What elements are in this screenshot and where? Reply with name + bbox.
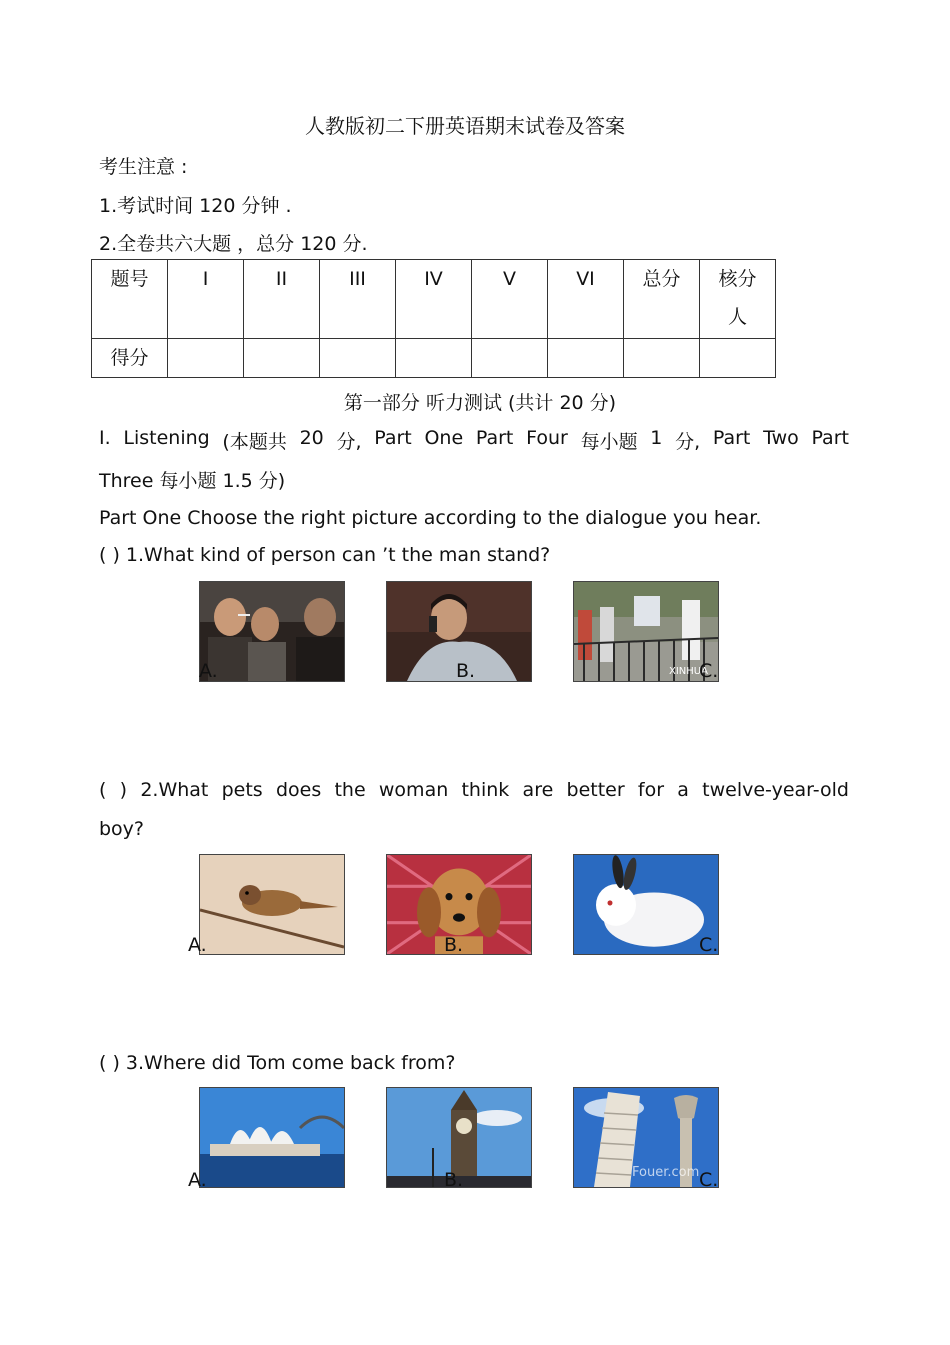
listening-word: Listening: [123, 427, 210, 449]
q2-word: a: [677, 779, 689, 801]
question-2-continued: boy?: [99, 818, 145, 840]
option-label-c: C.: [699, 1169, 719, 1191]
q2-word: for: [637, 779, 665, 801]
score-header-cell: II: [244, 260, 320, 339]
sydney-opera-house-photo[interactable]: [199, 1087, 345, 1188]
watermark-text: Fouer.com: [632, 1165, 700, 1180]
smokers-photo[interactable]: [199, 581, 345, 682]
listening-word: 20: [299, 427, 324, 449]
score-input-cell[interactable]: [168, 339, 244, 378]
score-header-cell: 总分: [624, 260, 700, 339]
q2-word: better: [566, 779, 625, 801]
part1-heading: 第一部分 听力测试 (共计 20 分): [343, 392, 617, 414]
notice-item-2: 2.全卷共六大题 ，总分 120 分.: [99, 233, 368, 255]
q2-word: does: [275, 779, 322, 801]
question-1: ( ) 1.What kind of person can ’t the man stand?: [99, 544, 551, 566]
question-2: [99, 779, 849, 801]
q2-word: think: [461, 779, 510, 801]
option-label-b: B.: [456, 660, 476, 682]
q2-word: 2.What: [140, 779, 209, 801]
listening-word: I.: [99, 427, 111, 449]
listening-word: (本题共: [222, 431, 287, 453]
option-label-a: A.: [188, 1169, 207, 1191]
people-at-railing-photo[interactable]: [573, 581, 719, 682]
listening-word: Part: [811, 427, 849, 449]
score-input-cell[interactable]: [472, 339, 548, 378]
score-header-cell: IV: [396, 260, 472, 339]
listening-line-2: Three 每小题 1.5 分): [99, 470, 286, 492]
option-label-a: A.: [188, 934, 207, 956]
score-header-cell: 题号: [92, 260, 168, 339]
listening-word: 分,: [675, 431, 701, 453]
option-label-b: B.: [444, 934, 464, 956]
option-label-b: B.: [444, 1169, 464, 1191]
option-label-c: C.: [699, 934, 719, 956]
listening-word: 每小题: [580, 431, 638, 453]
q2-word: ): [119, 779, 128, 801]
q2-word: woman: [378, 779, 449, 801]
option-label-a: A.: [199, 660, 218, 682]
score-input-cell[interactable]: [624, 339, 700, 378]
listening-word: 分,: [336, 431, 362, 453]
listening-line-1: [99, 427, 849, 454]
score-header-cell: III: [320, 260, 396, 339]
listening-word: Part: [475, 427, 514, 449]
bird-photo[interactable]: [199, 854, 345, 955]
listening-word: Two: [763, 427, 799, 449]
score-header-cell: V: [472, 260, 548, 339]
score-input-cell[interactable]: [548, 339, 624, 378]
watermark-text: XINHUA: [669, 666, 708, 677]
listening-word: One: [424, 427, 464, 449]
listening-word: Part: [374, 427, 412, 449]
score-input-cell[interactable]: [244, 339, 320, 378]
listening-word: Part: [712, 427, 751, 449]
notice-item-1: 1.考试时间 120 分钟 .: [99, 195, 292, 217]
score-header-cell: I: [168, 260, 244, 339]
score-row-label: 得分: [92, 339, 168, 378]
checker-label: 核分人: [718, 268, 757, 328]
listening-word: Four: [526, 427, 568, 449]
page-title: 人教版初二下册英语期末试卷及答案: [305, 114, 625, 138]
notice-heading: 考生注意 :: [99, 156, 188, 178]
q2-word: twelve-year-old: [702, 779, 849, 801]
rabbit-photo[interactable]: [573, 854, 719, 955]
score-input-cell[interactable]: [396, 339, 472, 378]
option-label-c: C.: [699, 660, 719, 682]
q2-word: the: [334, 779, 366, 801]
part-one-instruction: Part One Choose the right picture according to the dialogue you hear.: [99, 507, 762, 529]
score-header-cell: VI: [548, 260, 624, 339]
listening-word: 1: [650, 427, 663, 449]
leaning-tower-photo[interactable]: [573, 1087, 719, 1188]
q2-word: (: [99, 779, 107, 801]
q2-word: pets: [221, 779, 263, 801]
score-input-cell[interactable]: [700, 339, 776, 378]
score-header-cell: [700, 260, 776, 339]
score-input-cell[interactable]: [320, 339, 396, 378]
score-table: [91, 259, 776, 378]
q2-word: are: [522, 779, 554, 801]
question-3: ( ) 3.Where did Tom come back from?: [99, 1052, 456, 1074]
